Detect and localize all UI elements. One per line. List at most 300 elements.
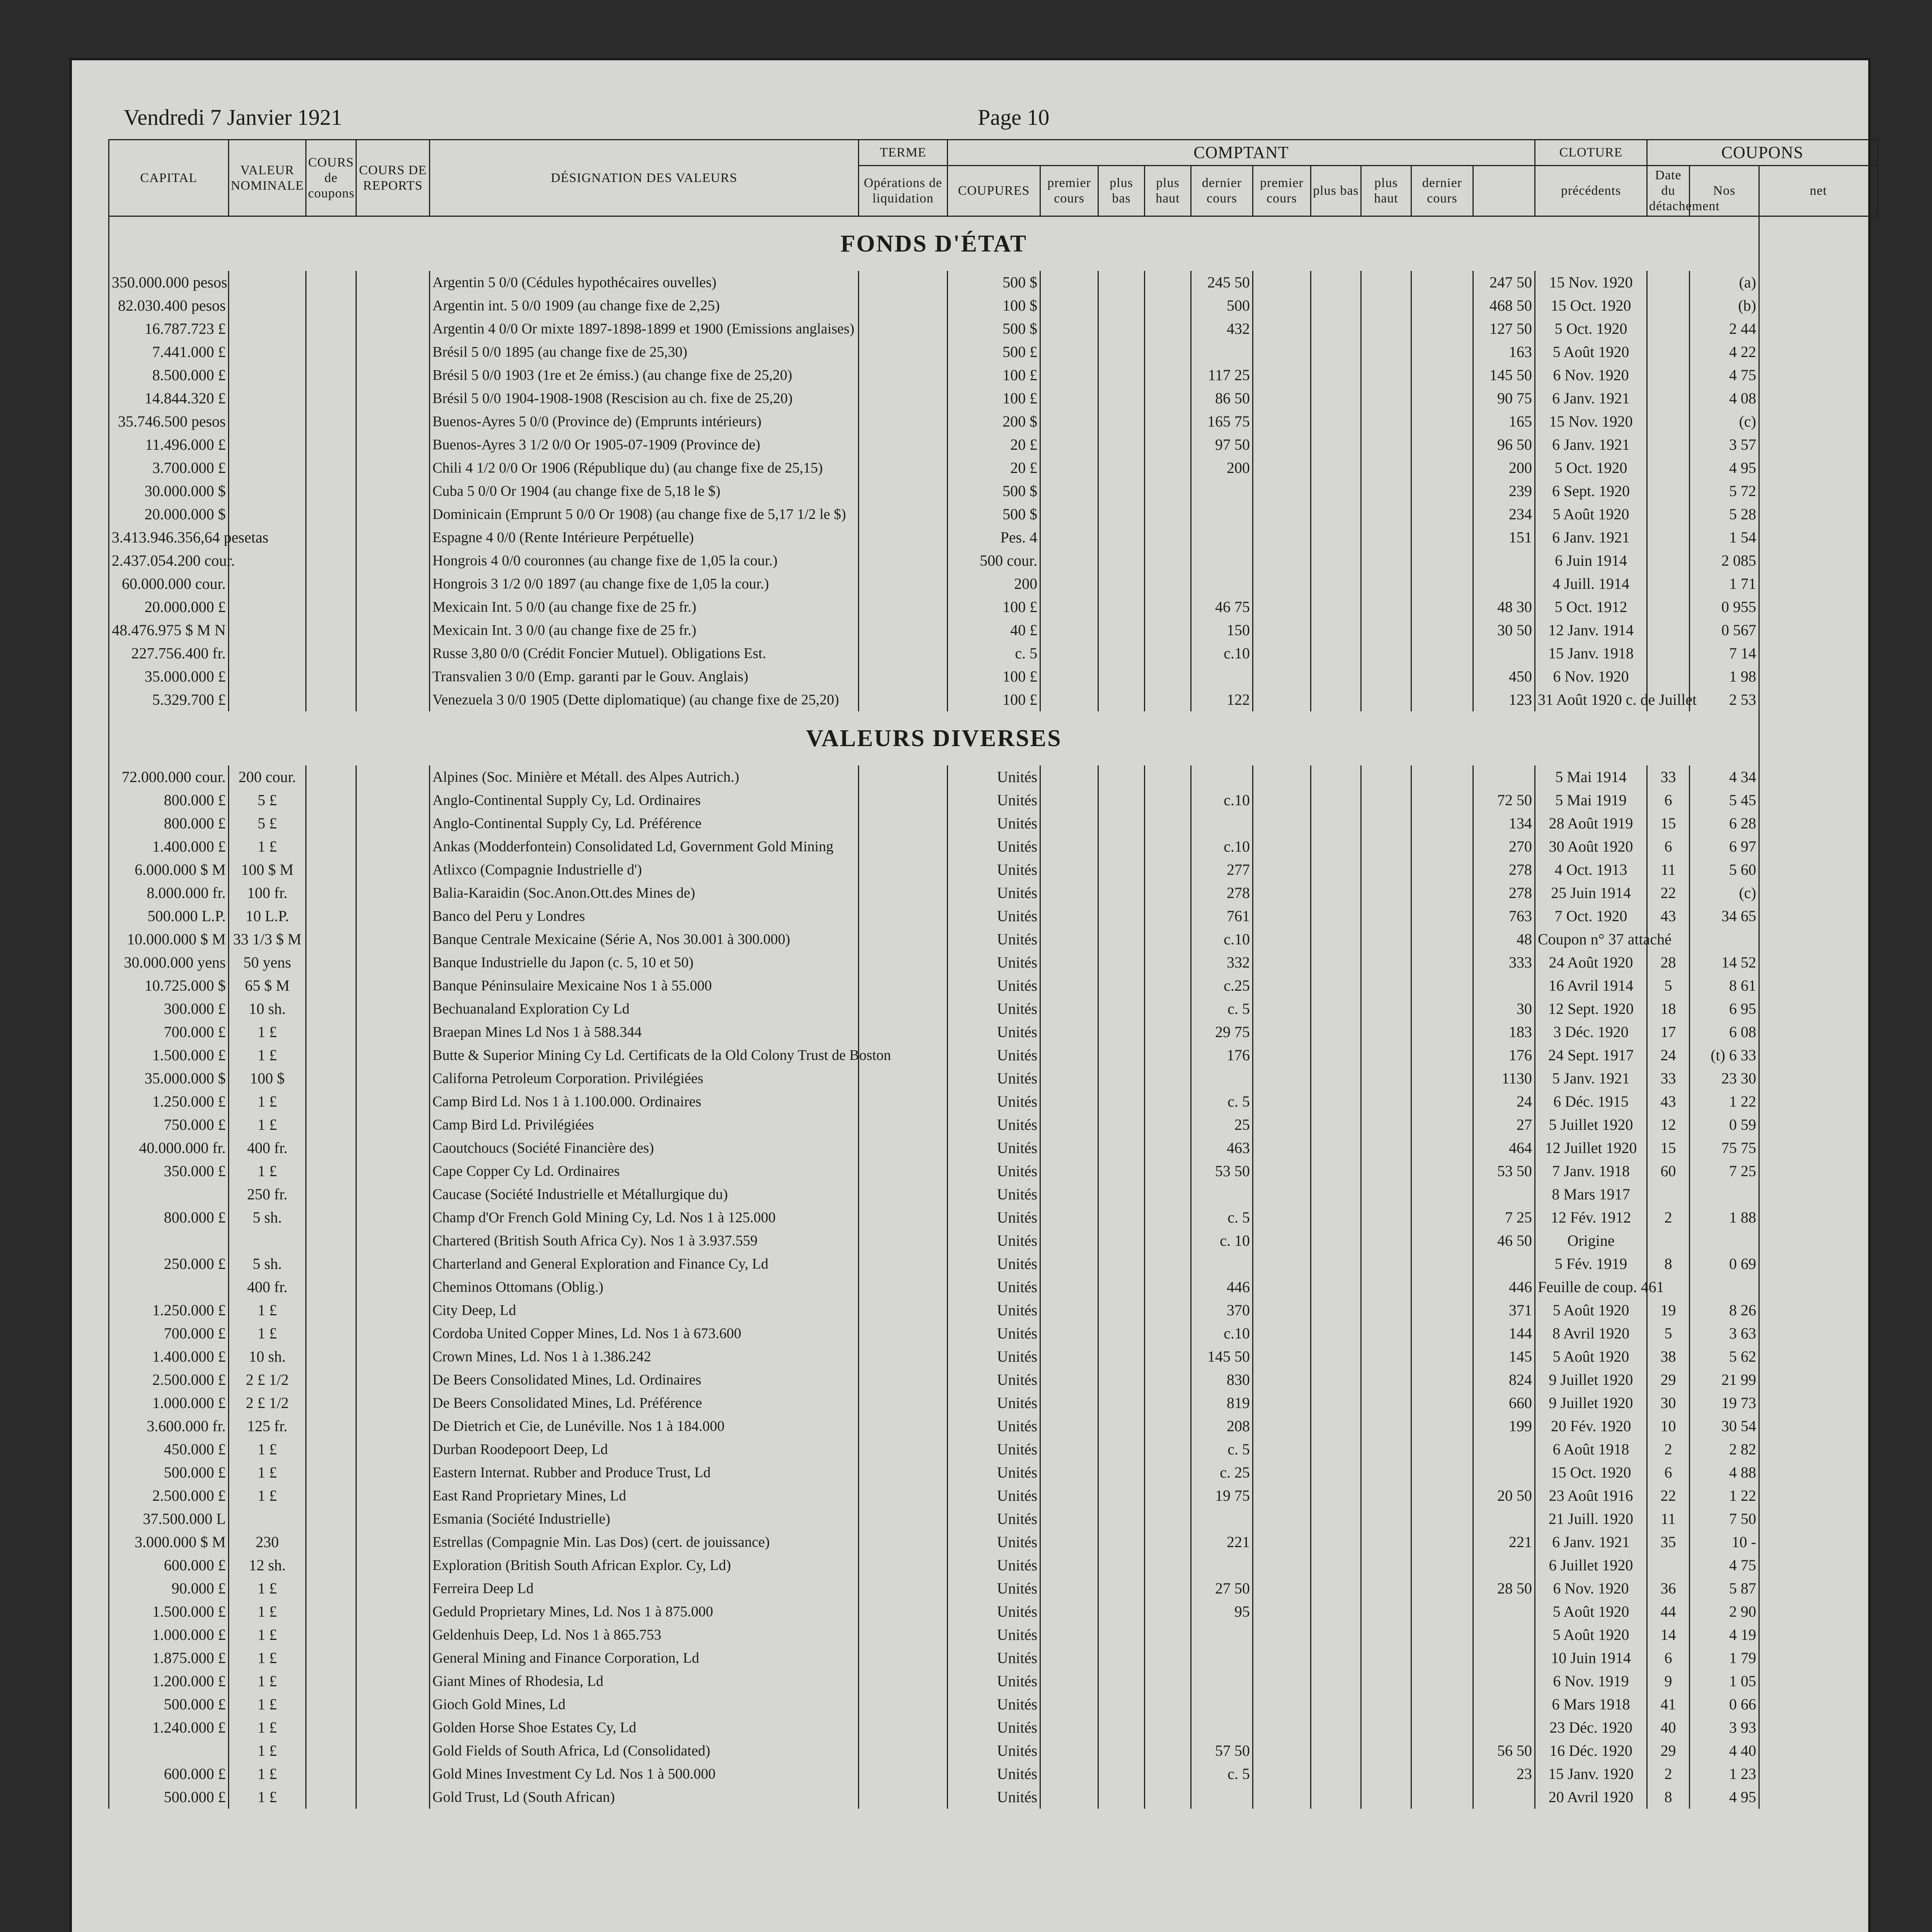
- valeur-cell: [229, 572, 306, 595]
- coupon-no-cell: [1647, 294, 1690, 317]
- plus-haut-2-cell: [1361, 1090, 1411, 1113]
- cours-coupons-cell: [306, 665, 356, 688]
- dernier-cours-2-cell: [1411, 340, 1473, 364]
- table-row: [109, 549, 1878, 572]
- cours-reports-cell: [356, 1415, 430, 1438]
- table-row: [109, 1531, 1878, 1554]
- premier-cours-cell: [1040, 812, 1098, 835]
- plus-haut-cell: [1145, 1415, 1191, 1438]
- capital-cell: 3.000.000 $ M: [109, 1531, 229, 1554]
- date-detachement-cell: 12 Fév. 1912: [1535, 1206, 1647, 1229]
- cours-reports-cell: [356, 1136, 430, 1160]
- plus-haut-cell: [1145, 1646, 1191, 1670]
- plus-haut-2-cell: [1361, 881, 1411, 905]
- plus-haut-2-cell: [1361, 1531, 1411, 1554]
- terme-cell: [859, 1183, 948, 1206]
- date-detachement-cell: 8 Avril 1920: [1535, 1322, 1647, 1345]
- premier-cours-2-cell: [1253, 271, 1311, 294]
- coupon-no-cell: 29: [1647, 1739, 1690, 1762]
- capital-cell: 350.000 £: [109, 1160, 229, 1183]
- date-detachement-cell: 6 Janv. 1921: [1535, 1531, 1647, 1554]
- table-row: [109, 1438, 1878, 1461]
- plus-haut-cell: [1145, 1438, 1191, 1461]
- dernier-cours-cell: 221: [1191, 1531, 1253, 1554]
- premier-cours-cell: [1040, 1044, 1098, 1067]
- table-row: [109, 997, 1878, 1020]
- designation-cell: Buenos-Ayres 3 1/2 0/0 Or 1905-07-1909 (Province de): [430, 433, 859, 456]
- terme-cell: [859, 503, 948, 526]
- plus-haut-cell: [1145, 928, 1191, 951]
- date-detachement-cell: 7 Janv. 1918: [1535, 1160, 1647, 1183]
- cours-reports-cell: [356, 340, 430, 364]
- cours-coupons-cell: [306, 294, 356, 317]
- dernier-cours-2-cell: [1411, 619, 1473, 642]
- date-detachement-cell: 6 Août 1918: [1535, 1438, 1647, 1461]
- designation-cell: Russe 3,80 0/0 (Crédit Foncier Mutuel). Obligations Est.: [430, 642, 859, 665]
- plus-haut-2-cell: [1361, 1716, 1411, 1739]
- coupon-no-cell: 8: [1647, 1786, 1690, 1809]
- coupon-no-cell: 60: [1647, 1160, 1690, 1183]
- table-row: [109, 812, 1878, 835]
- net-cell: 75 75: [1690, 1136, 1759, 1160]
- dernier-cours-cell: 200: [1191, 456, 1253, 480]
- premier-cours-2-cell: [1253, 480, 1311, 503]
- plus-bas-2-cell: [1311, 1020, 1361, 1044]
- capital-cell: 2.500.000 £: [109, 1484, 229, 1507]
- net-cell: 4 95: [1690, 1786, 1759, 1809]
- coupon-no-cell: 24: [1647, 1044, 1690, 1067]
- plus-bas-cell: [1098, 456, 1145, 480]
- date-detachement-cell: 6 Nov. 1920: [1535, 1577, 1647, 1600]
- capital-cell: 750.000 £: [109, 1113, 229, 1136]
- dernier-cours-2-cell: [1411, 1067, 1473, 1090]
- cours-reports-cell: [356, 1160, 430, 1183]
- dernier-cours-cell: 176: [1191, 1044, 1253, 1067]
- coupon-no-cell: [1647, 642, 1690, 665]
- net-cell: 5 60: [1690, 858, 1759, 881]
- date-detachement-cell: 6 Juillet 1920: [1535, 1554, 1647, 1577]
- cours-coupons-cell: [306, 1345, 356, 1368]
- cloture-cell: [1473, 1183, 1535, 1206]
- coupures-cell: Unités: [948, 1531, 1040, 1554]
- cours-reports-cell: [356, 1461, 430, 1484]
- cours-reports-cell: [356, 364, 430, 387]
- coupures-cell: Pes. 4: [948, 526, 1040, 549]
- cours-reports-cell: [356, 387, 430, 410]
- dernier-cours-2-cell: [1411, 1229, 1473, 1252]
- cours-reports-cell: [356, 1322, 430, 1345]
- premier-cours-2-cell: [1253, 1067, 1311, 1090]
- coupures-cell: 20 £: [948, 456, 1040, 480]
- cours-reports-cell: [356, 789, 430, 812]
- dernier-cours-2-cell: [1411, 387, 1473, 410]
- premier-cours-cell: [1040, 1739, 1098, 1762]
- premier-cours-cell: [1040, 997, 1098, 1020]
- plus-bas-cell: [1098, 905, 1145, 928]
- dernier-cours-cell: 122: [1191, 688, 1253, 711]
- dernier-cours-cell: [1191, 1507, 1253, 1531]
- plus-bas-2-cell: [1311, 1577, 1361, 1600]
- table-row: [109, 1762, 1878, 1786]
- date-detachement-cell: 6 Déc. 1915: [1535, 1090, 1647, 1113]
- premier-cours-cell: [1040, 1067, 1098, 1090]
- coupures-cell: Unités: [948, 1044, 1040, 1067]
- dernier-cours-2-cell: [1411, 997, 1473, 1020]
- net-cell: [1690, 928, 1759, 951]
- coupures-cell: Unités: [948, 1484, 1040, 1507]
- cloture-cell: 23: [1473, 1762, 1535, 1786]
- cloture-cell: 27: [1473, 1113, 1535, 1136]
- plus-bas-cell: [1098, 317, 1145, 340]
- terme-cell: [859, 1090, 948, 1113]
- cloture-cell: 1130: [1473, 1067, 1535, 1090]
- terme-cell: [859, 1438, 948, 1461]
- plus-haut-2-cell: [1361, 1415, 1411, 1438]
- premier-cours-2-cell: [1253, 997, 1311, 1020]
- date-detachement-cell: 5 Août 1920: [1535, 340, 1647, 364]
- coupures-cell: 200: [948, 572, 1040, 595]
- date-detachement-cell: 15 Janv. 1918: [1535, 642, 1647, 665]
- plus-haut-cell: [1145, 1090, 1191, 1113]
- coupon-no-cell: 15: [1647, 1136, 1690, 1160]
- net-cell: 2 53: [1690, 688, 1759, 711]
- premier-cours-cell: [1040, 1438, 1098, 1461]
- dernier-cours-cell: 46 75: [1191, 595, 1253, 619]
- cloture-cell: [1473, 765, 1535, 789]
- premier-cours-2-cell: [1253, 974, 1311, 997]
- premier-cours-cell: [1040, 1020, 1098, 1044]
- valeur-cell: [229, 480, 306, 503]
- cours-reports-cell: [356, 1670, 430, 1693]
- table-row: [109, 1507, 1878, 1531]
- date-detachement-cell: 6 Juin 1914: [1535, 549, 1647, 572]
- dernier-cours-cell: [1191, 526, 1253, 549]
- table-row: [109, 1345, 1878, 1368]
- plus-bas-2-cell: [1311, 974, 1361, 997]
- col-comptant: COMPTANT: [948, 140, 1535, 166]
- capital-cell: 6.000.000 $ M: [109, 858, 229, 881]
- terme-cell: [859, 1229, 948, 1252]
- plus-haut-2-cell: [1361, 1484, 1411, 1507]
- plus-haut-cell: [1145, 1276, 1191, 1299]
- plus-haut-2-cell: [1361, 1322, 1411, 1345]
- plus-bas-2-cell: [1311, 1484, 1361, 1507]
- cours-reports-cell: [356, 1368, 430, 1391]
- date-detachement-cell: 5 Août 1920: [1535, 1623, 1647, 1646]
- coupures-cell: 500 cour.: [948, 549, 1040, 572]
- coupures-cell: Unités: [948, 765, 1040, 789]
- dernier-cours-cell: [1191, 340, 1253, 364]
- cours-coupons-cell: [306, 835, 356, 858]
- plus-bas-2-cell: [1311, 905, 1361, 928]
- premier-cours-2-cell: [1253, 1276, 1311, 1299]
- coupon-no-cell: [1647, 364, 1690, 387]
- coupures-cell: Unités: [948, 1252, 1040, 1276]
- valeur-cell: [229, 688, 306, 711]
- capital-cell: 5.329.700 £: [109, 688, 229, 711]
- cloture-cell: 24: [1473, 1090, 1535, 1113]
- table-row: [109, 1044, 1878, 1067]
- capital-cell: 700.000 £: [109, 1020, 229, 1044]
- coupures-cell: 40 £: [948, 619, 1040, 642]
- date-detachement-cell: 31 Août 1920 c. de Juillet: [1535, 688, 1647, 711]
- coupon-no-cell: 10: [1647, 1415, 1690, 1438]
- cours-coupons-cell: [306, 1160, 356, 1183]
- table-row: [109, 1391, 1878, 1415]
- premier-cours-2-cell: [1253, 1438, 1311, 1461]
- cours-coupons-cell: [306, 688, 356, 711]
- net-cell: 3 93: [1690, 1716, 1759, 1739]
- coupon-no-cell: 30: [1647, 1391, 1690, 1415]
- dernier-cours-2-cell: [1411, 1739, 1473, 1762]
- table-row: [109, 858, 1878, 881]
- cours-coupons-cell: [306, 1670, 356, 1693]
- plus-bas-2-cell: [1311, 1739, 1361, 1762]
- premier-cours-cell: [1040, 1160, 1098, 1183]
- net-cell: 0 59: [1690, 1113, 1759, 1136]
- designation-cell: Exploration (British South African Explor. Cy, Ld): [430, 1554, 859, 1577]
- dernier-cours-2-cell: [1411, 1391, 1473, 1415]
- plus-haut-cell: [1145, 951, 1191, 974]
- net-cell: (c): [1690, 410, 1759, 433]
- plus-bas-cell: [1098, 595, 1145, 619]
- dernier-cours-cell: 463: [1191, 1136, 1253, 1160]
- coupures-cell: Unités: [948, 835, 1040, 858]
- cloture-cell: [1473, 1600, 1535, 1623]
- table-row: [109, 665, 1878, 688]
- premier-cours-cell: [1040, 1368, 1098, 1391]
- cloture-cell: [1473, 1786, 1535, 1809]
- coupures-cell: Unités: [948, 1276, 1040, 1299]
- plus-bas-2-cell: [1311, 503, 1361, 526]
- premier-cours-cell: [1040, 1345, 1098, 1368]
- coupures-cell: 100 £: [948, 688, 1040, 711]
- coupon-no-cell: 18: [1647, 997, 1690, 1020]
- premier-cours-cell: [1040, 387, 1098, 410]
- plus-haut-cell: [1145, 410, 1191, 433]
- col-terme: TERME: [859, 140, 948, 166]
- plus-haut-2-cell: [1361, 1160, 1411, 1183]
- capital-cell: 72.000.000 cour.: [109, 765, 229, 789]
- capital-cell: 8.000.000 fr.: [109, 881, 229, 905]
- plus-haut-2-cell: [1361, 765, 1411, 789]
- plus-bas-cell: [1098, 410, 1145, 433]
- dernier-cours-2-cell: [1411, 765, 1473, 789]
- cours-coupons-cell: [306, 765, 356, 789]
- designation-cell: Ankas (Modderfontein) Consolidated Ld, Government Gold Mining: [430, 835, 859, 858]
- plus-bas-cell: [1098, 572, 1145, 595]
- valeur-cell: [229, 433, 306, 456]
- capital-cell: 8.500.000 £: [109, 364, 229, 387]
- designation-cell: Mexicain Int. 3 0/0 (au change fixe de 25 fr.): [430, 619, 859, 642]
- capital-cell: 500.000 L.P.: [109, 905, 229, 928]
- dernier-cours-2-cell: [1411, 1415, 1473, 1438]
- plus-bas-2-cell: [1311, 835, 1361, 858]
- plus-haut-2-cell: [1361, 433, 1411, 456]
- premier-cours-2-cell: [1253, 665, 1311, 688]
- premier-cours-cell: [1040, 1693, 1098, 1716]
- cloture-cell: [1473, 1507, 1535, 1531]
- capital-cell: 500.000 £: [109, 1693, 229, 1716]
- valeur-cell: [229, 642, 306, 665]
- terme-cell: [859, 1160, 948, 1183]
- net-cell: 7 25: [1690, 1160, 1759, 1183]
- valeur-cell: [229, 294, 306, 317]
- cours-coupons-cell: [306, 572, 356, 595]
- table-row: [109, 595, 1878, 619]
- cloture-cell: 48 30: [1473, 595, 1535, 619]
- plus-bas-cell: [1098, 1183, 1145, 1206]
- net-cell: 6 97: [1690, 835, 1759, 858]
- table-row: [109, 456, 1878, 480]
- cours-coupons-cell: [306, 1020, 356, 1044]
- dernier-cours-2-cell: [1411, 1183, 1473, 1206]
- cloture-cell: 144: [1473, 1322, 1535, 1345]
- valeur-cell: [229, 1229, 306, 1252]
- cloture-cell: 145: [1473, 1345, 1535, 1368]
- terme-cell: [859, 1415, 948, 1438]
- coupures-cell: Unités: [948, 1600, 1040, 1623]
- plus-bas-2-cell: [1311, 1113, 1361, 1136]
- cours-coupons-cell: [306, 364, 356, 387]
- coupon-no-cell: 5: [1647, 1322, 1690, 1345]
- plus-haut-2-cell: [1361, 1554, 1411, 1577]
- plus-haut-2-cell: [1361, 456, 1411, 480]
- premier-cours-cell: [1040, 1646, 1098, 1670]
- terme-cell: [859, 1020, 948, 1044]
- cloture-cell: [1473, 642, 1535, 665]
- dernier-cours-cell: c.10: [1191, 835, 1253, 858]
- net-cell: 14 52: [1690, 951, 1759, 974]
- coupon-no-cell: [1647, 387, 1690, 410]
- dernier-cours-2-cell: [1411, 688, 1473, 711]
- table-row: [109, 1252, 1878, 1276]
- plus-haut-cell: [1145, 1484, 1191, 1507]
- cours-coupons-cell: [306, 549, 356, 572]
- dernier-cours-cell: [1191, 503, 1253, 526]
- capital-cell: 7.441.000 £: [109, 340, 229, 364]
- cours-reports-cell: [356, 835, 430, 858]
- cours-reports-cell: [356, 480, 430, 503]
- dernier-cours-cell: 29 75: [1191, 1020, 1253, 1044]
- plus-bas-cell: [1098, 1136, 1145, 1160]
- premier-cours-cell: [1040, 1136, 1098, 1160]
- cours-coupons-cell: [306, 1623, 356, 1646]
- cours-coupons-cell: [306, 1136, 356, 1160]
- dernier-cours-cell: 278: [1191, 881, 1253, 905]
- capital-cell: 30.000.000 $: [109, 480, 229, 503]
- premier-cours-2-cell: [1253, 1693, 1311, 1716]
- valeur-cell: 230: [229, 1531, 306, 1554]
- cours-coupons-cell: [306, 1716, 356, 1739]
- plus-bas-cell: [1098, 1160, 1145, 1183]
- dernier-cours-2-cell: [1411, 1113, 1473, 1136]
- terme-cell: [859, 1786, 948, 1809]
- plus-bas-cell: [1098, 364, 1145, 387]
- premier-cours-2-cell: [1253, 1415, 1311, 1438]
- plus-bas-cell: [1098, 1345, 1145, 1368]
- cloture-cell: 134: [1473, 812, 1535, 835]
- table-row: [109, 1623, 1878, 1646]
- premier-cours-cell: [1040, 526, 1098, 549]
- net-cell: (a): [1690, 271, 1759, 294]
- plus-haut-cell: [1145, 765, 1191, 789]
- col-dernier-cours-2: dernier cours: [1411, 166, 1473, 216]
- plus-haut-2-cell: [1361, 858, 1411, 881]
- date-detachement-cell: 12 Sept. 1920: [1535, 997, 1647, 1020]
- valeur-cell: [229, 317, 306, 340]
- designation-cell: Chili 4 1/2 0/0 Or 1906 (République du) (au change fixe de 25,15): [430, 456, 859, 480]
- plus-haut-2-cell: [1361, 1345, 1411, 1368]
- dernier-cours-2-cell: [1411, 1438, 1473, 1461]
- dernier-cours-cell: [1191, 1252, 1253, 1276]
- date-detachement-cell: 4 Juill. 1914: [1535, 572, 1647, 595]
- plus-bas-2-cell: [1311, 1762, 1361, 1786]
- cours-reports-cell: [356, 1113, 430, 1136]
- plus-bas-2-cell: [1311, 1368, 1361, 1391]
- premier-cours-cell: [1040, 765, 1098, 789]
- terme-cell: [859, 433, 948, 456]
- plus-haut-2-cell: [1361, 928, 1411, 951]
- plus-bas-2-cell: [1311, 1391, 1361, 1415]
- dernier-cours-2-cell: [1411, 951, 1473, 974]
- cloture-cell: 450: [1473, 665, 1535, 688]
- valeur-cell: 1 £: [229, 1716, 306, 1739]
- premier-cours-2-cell: [1253, 688, 1311, 711]
- table-row: [109, 881, 1878, 905]
- cloture-cell: 270: [1473, 835, 1535, 858]
- dernier-cours-cell: 57 50: [1191, 1739, 1253, 1762]
- coupures-cell: Unités: [948, 812, 1040, 835]
- valeur-cell: 1 £: [229, 1623, 306, 1646]
- plus-haut-2-cell: [1361, 1739, 1411, 1762]
- capital-cell: 60.000.000 cour.: [109, 572, 229, 595]
- plus-bas-cell: [1098, 1716, 1145, 1739]
- net-cell: 34 65: [1690, 905, 1759, 928]
- dernier-cours-2-cell: [1411, 642, 1473, 665]
- plus-bas-2-cell: [1311, 595, 1361, 619]
- cours-coupons-cell: [306, 997, 356, 1020]
- coupures-cell: Unités: [948, 1646, 1040, 1670]
- cours-reports-cell: [356, 271, 430, 294]
- plus-haut-cell: [1145, 1577, 1191, 1600]
- dernier-cours-2-cell: [1411, 549, 1473, 572]
- premier-cours-cell: [1040, 317, 1098, 340]
- dernier-cours-2-cell: [1411, 1044, 1473, 1067]
- plus-haut-2-cell: [1361, 1276, 1411, 1299]
- premier-cours-cell: [1040, 642, 1098, 665]
- capital-cell: 1.500.000 £: [109, 1044, 229, 1067]
- cloture-cell: 48: [1473, 928, 1535, 951]
- plus-haut-cell: [1145, 1368, 1191, 1391]
- terme-cell: [859, 642, 948, 665]
- date-detachement-cell: 24 Août 1920: [1535, 951, 1647, 974]
- premier-cours-2-cell: [1253, 387, 1311, 410]
- plus-bas-cell: [1098, 974, 1145, 997]
- dernier-cours-cell: 432: [1191, 317, 1253, 340]
- dernier-cours-2-cell: [1411, 789, 1473, 812]
- dernier-cours-cell: 165 75: [1191, 410, 1253, 433]
- premier-cours-2-cell: [1253, 789, 1311, 812]
- net-cell: 1 88: [1690, 1206, 1759, 1229]
- cours-reports-cell: [356, 858, 430, 881]
- terme-cell: [859, 1739, 948, 1762]
- cours-coupons-cell: [306, 1693, 356, 1716]
- coupures-cell: Unités: [948, 1577, 1040, 1600]
- terme-cell: [859, 1276, 948, 1299]
- plus-haut-2-cell: [1361, 340, 1411, 364]
- cloture-cell: 200: [1473, 456, 1535, 480]
